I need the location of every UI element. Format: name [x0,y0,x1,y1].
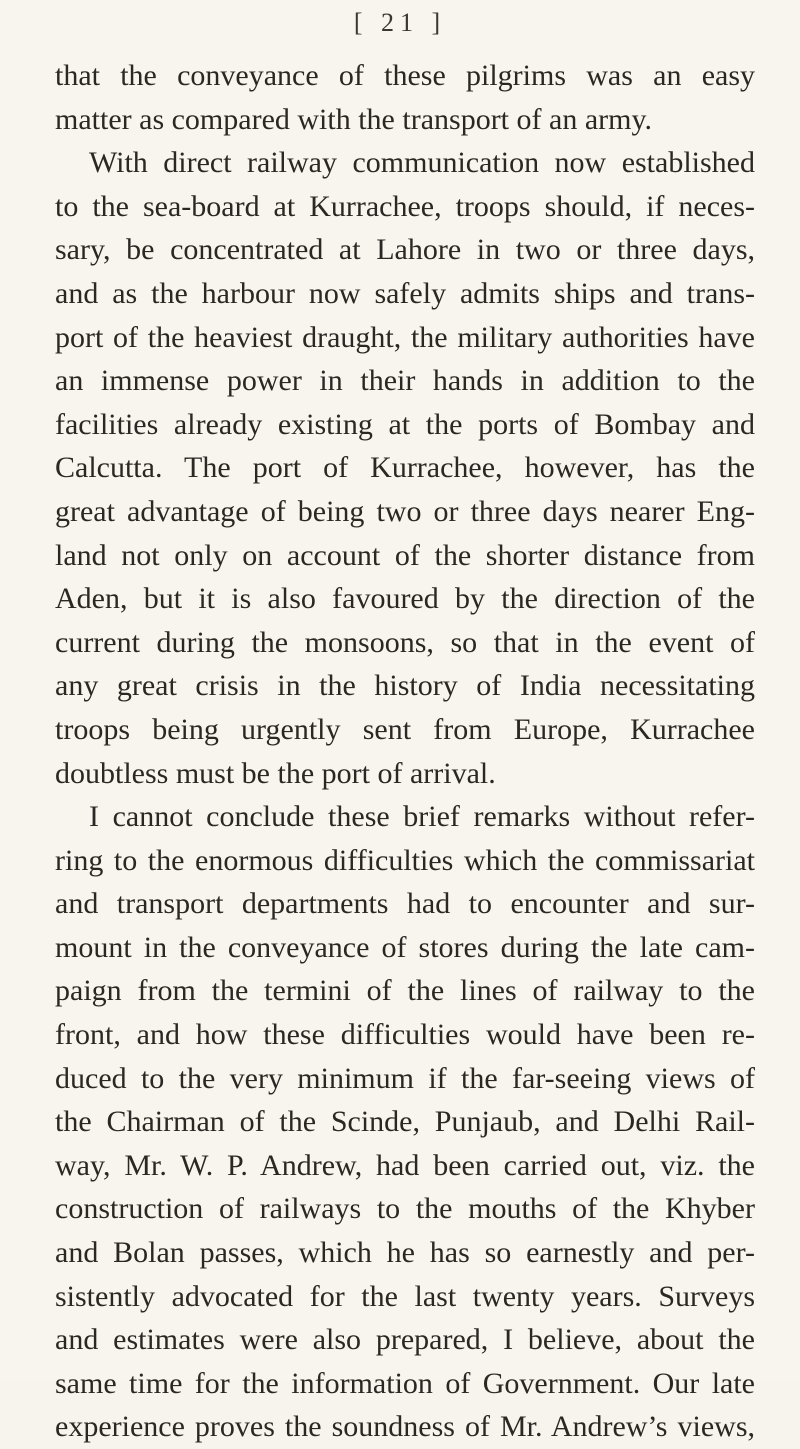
text-line: paign from the termini of the lines of railway to the [55,974,755,1008]
page-number: [ 21 ] [353,8,447,37]
text-line: the Chairman of the Scinde, Punjaub, and Delhi Rail- [55,1105,755,1139]
text-line: construction of railways to the mouths of the Khyber [55,1192,755,1226]
text-line: any great crisis in the history of India necessitating [55,669,755,703]
text-line: an immense power in their hands in addition to the [55,364,755,398]
text-line: experience proves the soundness of Mr. Andrew’s views, [55,1410,755,1444]
text-line: With direct railway communication now established [89,146,755,180]
text-line: Aden, but it is also favoured by the direction of the [55,582,755,616]
text-line: troops being urgently sent from Europe, Kurrachee [55,712,755,746]
body-text [55,54,755,1449]
text-line: front, and how these difficulties would have been re- [55,1018,755,1052]
text-line: and estimates were also prepared, I believe, about the [55,1323,755,1357]
text-line: port of the heaviest draught, the military authorities have [55,320,755,354]
text-line: to the sea-board at Kurrachee, troops should, if neces- [55,189,755,223]
text-line: doubtless must be the port of arrival. [55,756,496,790]
text-line: that the conveyance of these pilgrims was an easy [55,59,755,92]
text-line: Calcutta. The port of Kurrachee, however, has the [55,451,755,485]
text-line: current during the monsoons, so that in the event of [55,625,755,659]
text-line: and Bolan passes, which he has so earnestly and per- [55,1236,755,1270]
text-line: sistently advocated for the last twenty years. Surveys [55,1279,755,1313]
text-line: and as the harbour now safely admits ships and trans- [55,276,755,310]
text-line: land not only on account of the shorter distance from [55,538,755,572]
text-line: matter as compared with the transport of an army. [55,102,653,136]
text-line: I cannot conclude these brief remarks without refer- [89,800,755,834]
text-line: duced to the very minimum if the far-seeing views of [55,1061,755,1095]
text-line: same time for the information of Government. Our late [55,1366,755,1400]
text-line: and transport departments had to encounter and sur- [55,887,755,921]
text-line: way, Mr. W. P. Andrew, had been carried out, viz. the [55,1148,755,1182]
text-line: sary, be concentrated at Lahore in two or three days, [55,233,755,267]
text-line: facilities already existing at the ports of Bombay and [55,407,755,441]
text-line: mount in the conveyance of stores during the late cam- [55,930,755,964]
text-line: great advantage of being two or three days nearer Eng- [55,494,755,528]
text-line: ring to the enormous difficulties which the commissariat [55,843,755,877]
